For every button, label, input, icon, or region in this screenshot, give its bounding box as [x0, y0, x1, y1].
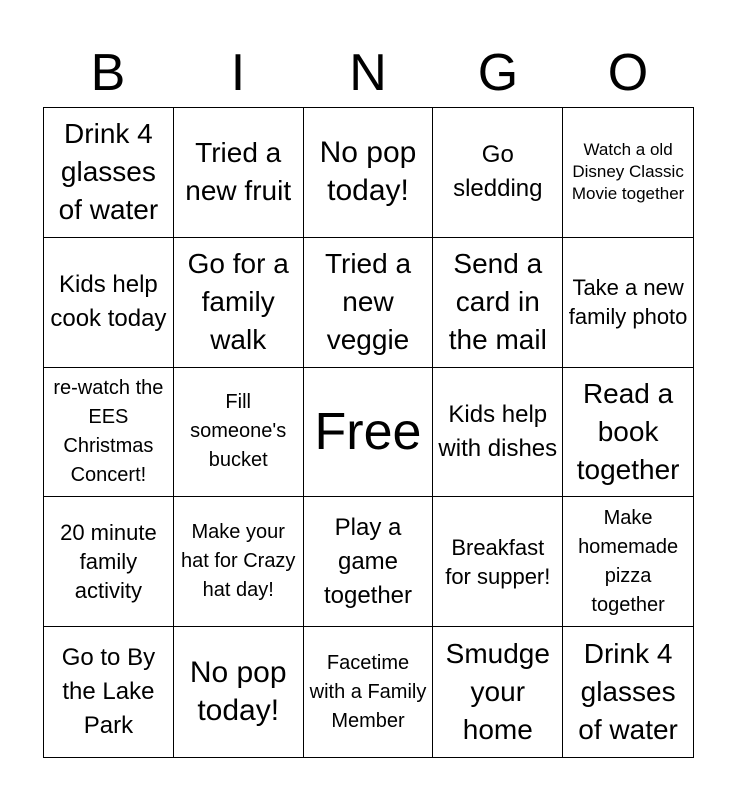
bingo-cell[interactable]: [174, 497, 304, 627]
cell-text: Drink 4 glasses of water: [58, 118, 159, 226]
cell-text: Take a new family photo: [568, 275, 688, 330]
cell-text: Go to By the Lake Park: [61, 644, 156, 740]
bingo-cell[interactable]: [174, 627, 304, 757]
bingo-cell[interactable]: [44, 238, 174, 368]
header-letter-g: G: [477, 44, 519, 102]
bingo-cell[interactable]: [433, 238, 563, 368]
header-letter-n: N: [349, 44, 387, 102]
cell-text: Free: [314, 402, 422, 461]
cell-text: Go for a family walk: [187, 248, 289, 356]
bingo-cell[interactable]: [174, 368, 304, 498]
cell-text: Breakfast for supper!: [445, 534, 551, 589]
cell-text: Tried a new veggie: [324, 248, 412, 356]
cell-text: Send a card in the mail: [448, 248, 547, 356]
bingo-cell-free[interactable]: [304, 368, 434, 498]
bingo-cell[interactable]: [563, 108, 693, 238]
bingo-cell[interactable]: [433, 497, 563, 627]
cell-text: Play a game together: [323, 513, 413, 609]
cell-text: 20 minute family activity: [60, 520, 157, 604]
cell-text: Read a book together: [576, 377, 680, 485]
bingo-header: [43, 38, 693, 108]
bingo-cell[interactable]: [563, 368, 693, 498]
cell-text: Tried a new fruit: [185, 137, 292, 207]
bingo-cell[interactable]: [174, 108, 304, 238]
bingo-cell[interactable]: [563, 497, 693, 627]
header-letter-b: B: [90, 44, 126, 102]
cell-text: Make homemade pizza together: [578, 506, 679, 616]
cell-text: Fill someone's bucket: [190, 391, 287, 472]
bingo-cell[interactable]: [44, 368, 174, 498]
bingo-cell[interactable]: [304, 627, 434, 757]
bingo-cell[interactable]: [563, 238, 693, 368]
bingo-cell[interactable]: [433, 108, 563, 238]
header-letter-i: I: [230, 44, 246, 102]
bingo-cell[interactable]: [44, 627, 174, 757]
bingo-cell[interactable]: [174, 238, 304, 368]
cell-text: Kids help cook today: [50, 271, 167, 333]
cell-text: Drink 4 glasses of water: [578, 638, 678, 746]
bingo-cell[interactable]: [304, 497, 434, 627]
bingo-cell[interactable]: [44, 108, 174, 238]
cell-text: Kids help with dishes: [438, 400, 558, 462]
cell-text: Smudge your home: [445, 638, 550, 746]
cell-text: No pop today!: [189, 656, 287, 728]
bingo-cell[interactable]: [44, 497, 174, 627]
bingo-cell[interactable]: [433, 368, 563, 498]
bingo-cell[interactable]: [304, 108, 434, 238]
cell-text: Make your hat for Crazy hat day!: [180, 521, 296, 602]
bingo-cell[interactable]: [433, 627, 563, 757]
cell-text: Watch a old Disney Classic Movie together: [571, 140, 685, 204]
bingo-card: [43, 107, 694, 758]
header-letter-o: O: [607, 44, 649, 102]
cell-text: No pop today!: [319, 136, 417, 208]
bingo-cell[interactable]: [304, 238, 434, 368]
cell-text: re-watch the EES Christmas Concert!: [53, 376, 164, 486]
bingo-cell[interactable]: [563, 627, 693, 757]
cell-text: Go sledding: [453, 141, 543, 203]
cell-text: Facetime with a Family Member: [309, 651, 427, 732]
